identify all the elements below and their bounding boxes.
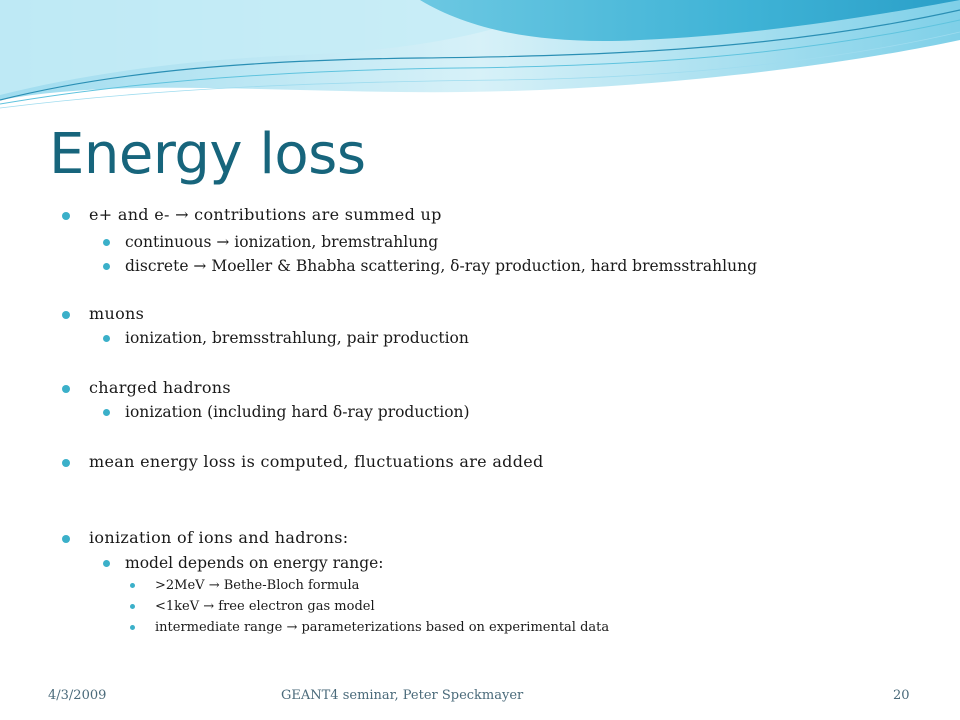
sub-sub-bullet-parameterizations (155, 618, 609, 638)
sub-bullet-muon-processes (125, 328, 469, 348)
bullet-ion-ionization (89, 528, 348, 548)
header-wave-decoration (0, 0, 960, 115)
bullet-dot-icon (130, 625, 135, 630)
bullet-dot-icon (130, 604, 135, 609)
bullet-dot-icon (103, 335, 110, 342)
slide-title: Energy loss (49, 122, 366, 187)
bullet-dot-icon (130, 583, 135, 588)
sub-bullet-continuous (125, 232, 438, 252)
bullet-text: mean energy loss is computed, fluctuations are added (89, 452, 544, 471)
sub-bullet-discrete (125, 256, 757, 276)
footer-page-number: 20 (893, 688, 910, 703)
bullet-text: ionization of ions and hadrons: (89, 528, 349, 547)
bullet-text: continuous → ionization, bremstrahlung (125, 233, 439, 251)
bullet-dot-icon (62, 535, 70, 543)
bullet-dot-icon (103, 560, 110, 567)
bullet-mean-energy-loss (89, 452, 544, 472)
bullet-text: intermediate range → parameterizations based on experimental data (155, 620, 610, 635)
bullet-text: >2MeV → Bethe-Bloch formula (155, 578, 360, 593)
sub-bullet-hadron-ionization (125, 402, 470, 422)
bullet-text: e+ and e- → contributions are summed up (89, 205, 442, 224)
bullet-dot-icon (103, 263, 110, 270)
sub-bullet-energy-range (125, 553, 384, 573)
bullet-dot-icon (62, 212, 70, 220)
bullet-text: <1keV → free electron gas model (155, 599, 375, 614)
bullet-text: discrete → Moeller & Bhabha scattering, δ-ray production, hard bremsstrahlung (125, 257, 757, 275)
bullet-text: charged hadrons (89, 378, 231, 397)
bullet-text: muons (89, 304, 145, 323)
bullet-text: model depends on energy range: (125, 554, 384, 572)
bullet-charged-hadrons (89, 378, 231, 398)
bullet-electrons (89, 205, 442, 225)
bullet-dot-icon (62, 311, 70, 319)
bullet-dot-icon (103, 239, 110, 246)
footer-presentation-title: GEANT4 seminar, Peter Speckmayer (281, 688, 524, 703)
bullet-text: ionization, bremsstrahlung, pair production (125, 329, 469, 347)
footer-date: 4/3/2009 (48, 688, 107, 703)
bullet-dot-icon (103, 409, 110, 416)
bullet-dot-icon (62, 459, 70, 467)
bullet-dot-icon (62, 385, 70, 393)
sub-sub-bullet-bethe-bloch (155, 576, 359, 596)
bullet-text: ionization (including hard δ-ray production) (125, 403, 470, 421)
bullet-muons (89, 304, 144, 324)
sub-sub-bullet-electron-gas (155, 597, 375, 617)
